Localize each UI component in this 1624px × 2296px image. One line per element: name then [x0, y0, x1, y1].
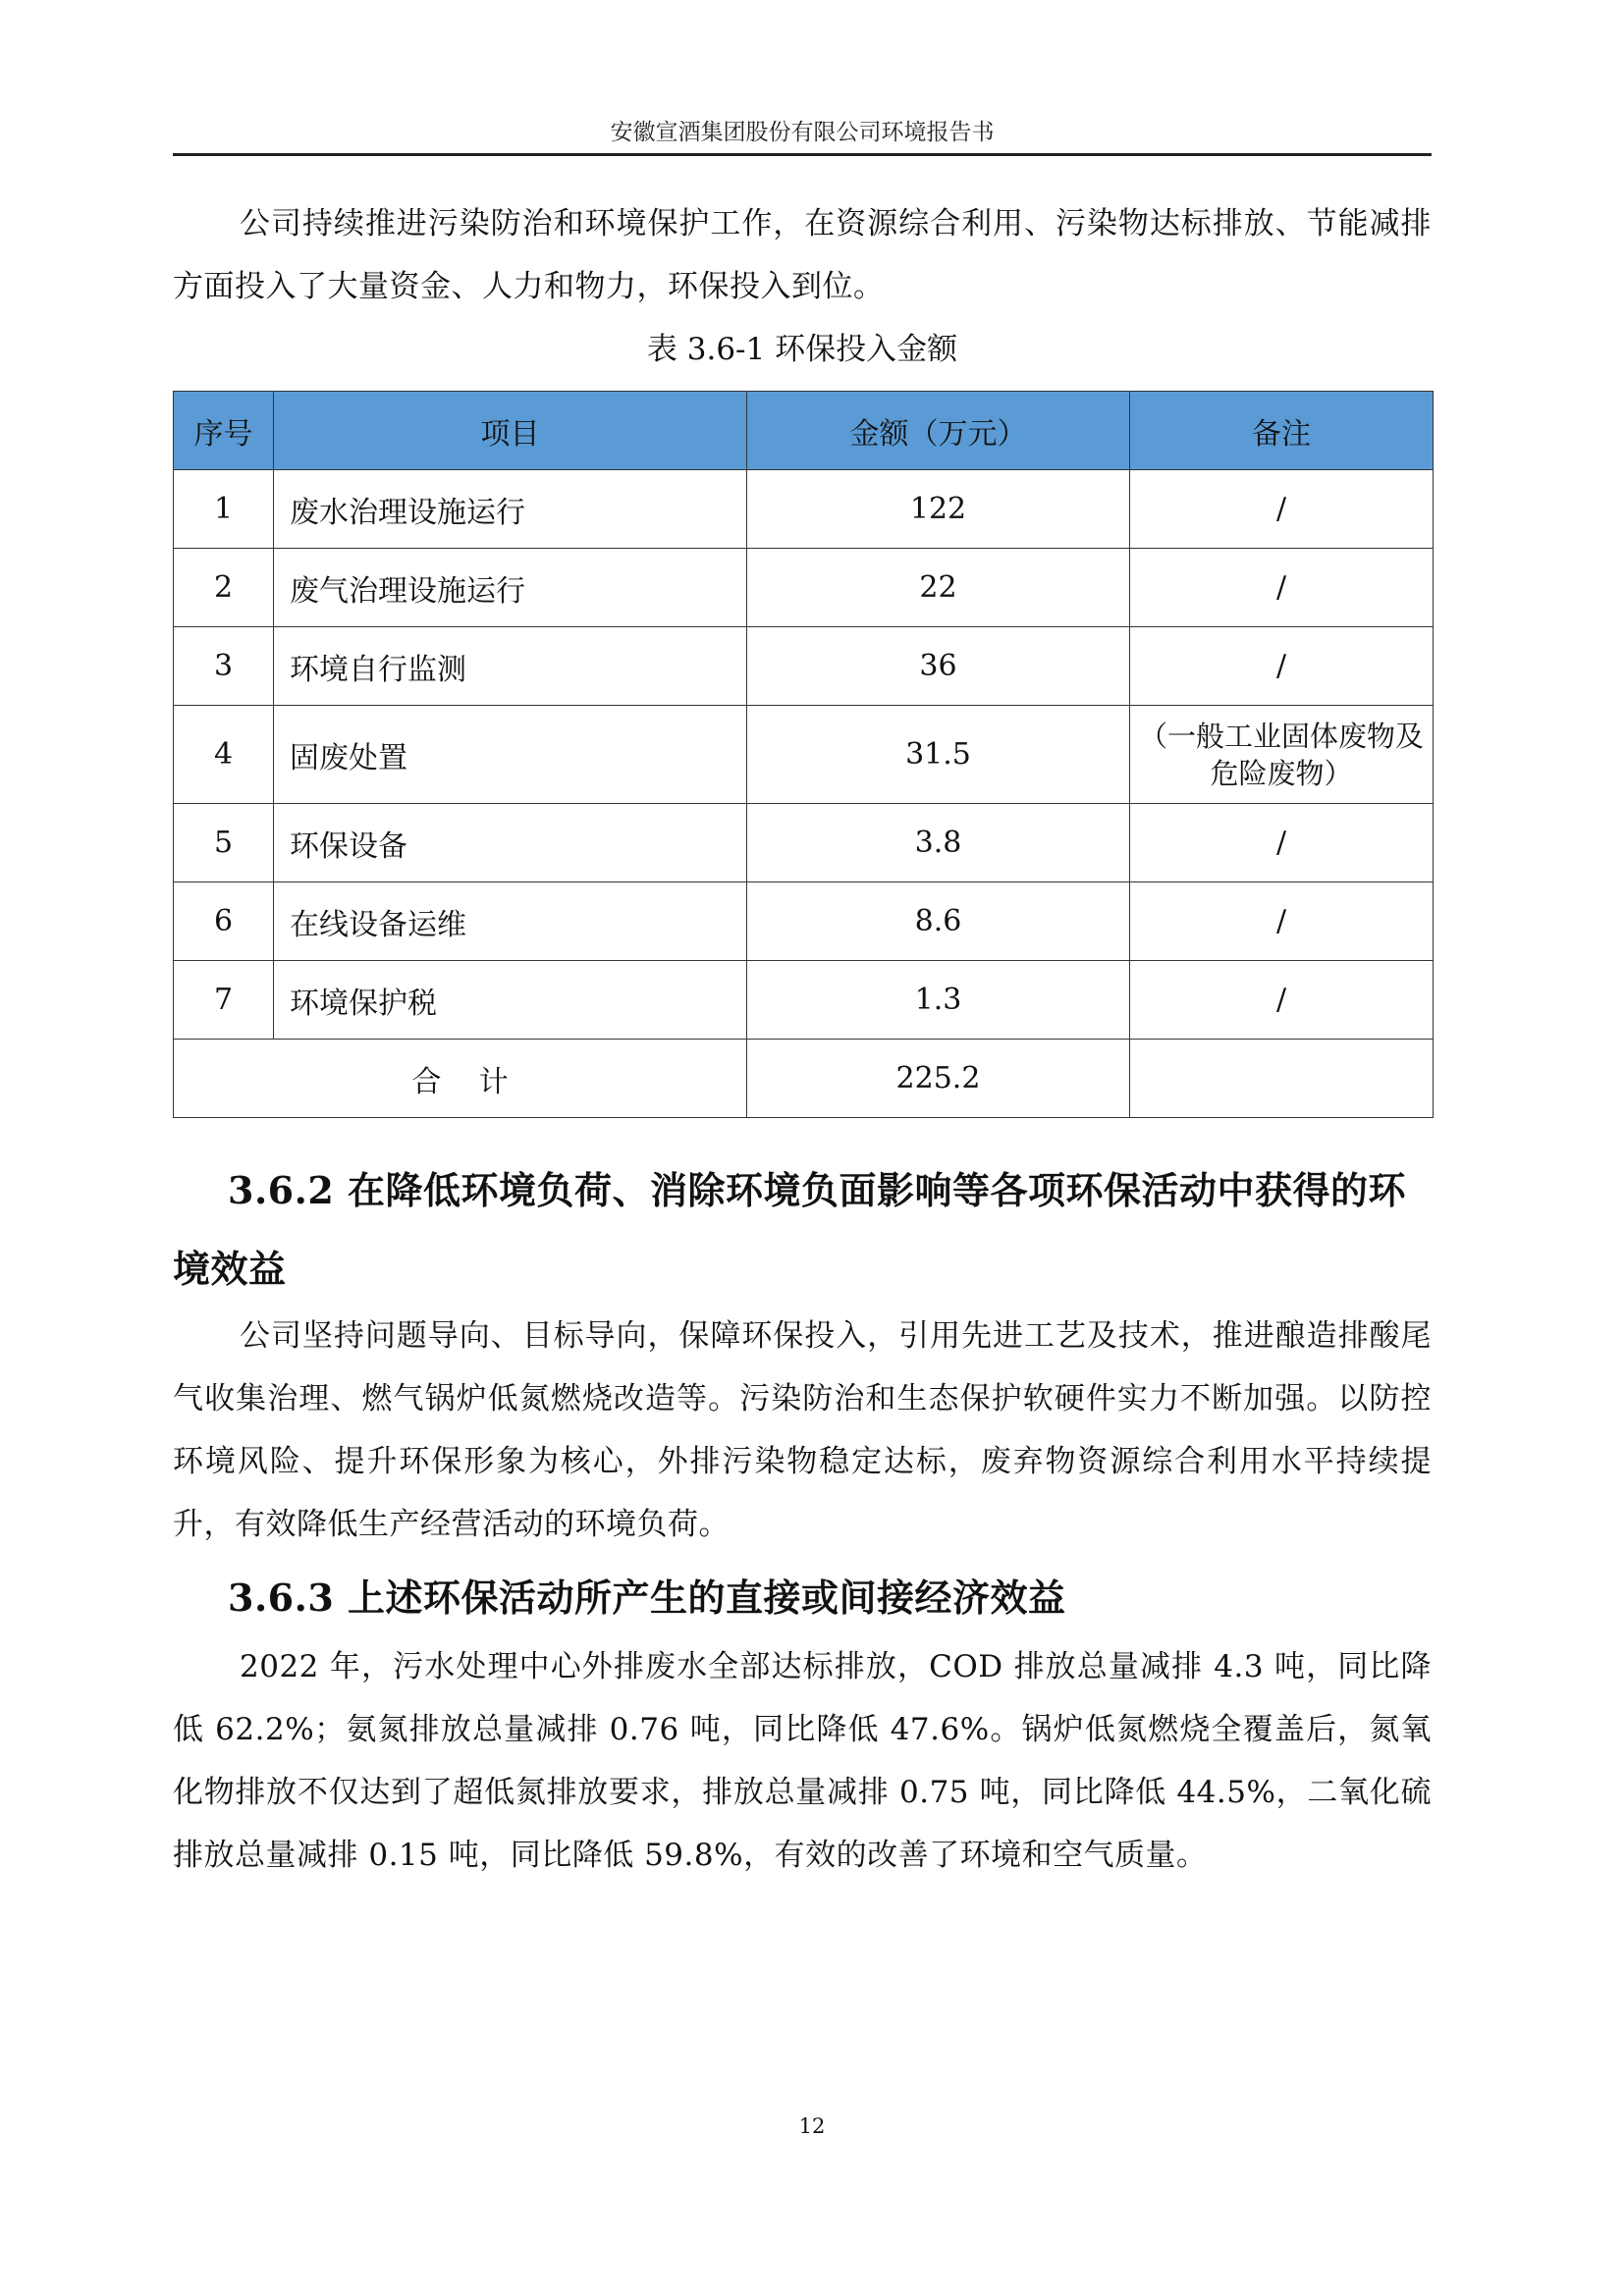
row-amount: 1.3: [747, 961, 1130, 1040]
investment-table: [173, 391, 1434, 1118]
row-amount: 22: [747, 549, 1130, 627]
table-row: [174, 961, 1434, 1040]
row-no: 6: [174, 882, 274, 961]
row-remark: /: [1130, 627, 1434, 706]
row-no: 1: [174, 470, 274, 549]
row-amount: 36: [747, 627, 1130, 706]
table-header-row: [174, 392, 1434, 470]
table-row: [174, 627, 1434, 706]
table-caption: 表 3.6-1 环保投入金额: [646, 332, 958, 367]
row-no: 7: [174, 961, 274, 1040]
page-number: 12: [798, 2114, 826, 2138]
row-no: 4: [174, 706, 274, 804]
row-remark: /: [1130, 882, 1434, 961]
row-no: 3: [174, 627, 274, 706]
row-amount: 31.5: [747, 706, 1130, 804]
row-remark: /: [1130, 961, 1434, 1040]
row-item: 环境自行监测: [274, 627, 747, 706]
intro-paragraph: 公司持续推进污染防治和环境保护工作，在资源综合利用、污染物达标排放、节能减排方面投入了大量资金、人力和物力，环保投入到位。: [173, 206, 1432, 304]
header-remark: 备注: [1130, 392, 1434, 470]
row-remark: （一般工业固体废物及危险废物）: [1130, 706, 1434, 804]
table-row: [174, 470, 1434, 549]
row-item: 环保设备: [274, 804, 747, 882]
total-remark: [1130, 1040, 1434, 1118]
total-label: 合 计: [174, 1040, 747, 1118]
section-363-body: 2022 年，污水处理中心外排废水全部达标排放，COD 排放总量减排 4.3 吨，同比降低 62.2%；氨氮排放总量减排 0.76 吨，同比降低 47.6%。锅炉低氮燃烧全覆盖后，氮氧化物排放不仅达到了超低氮排放要求，排放总量减排 0.75 吨，同比降低 44.5%，二氧化硫排放总量减排 0.15 吨，同比降低 59.8%，有效的改善了环境和空气质量。: [173, 1649, 1432, 1873]
row-amount: 3.8: [747, 804, 1130, 882]
header-rule: [173, 153, 1432, 156]
section-362-body: 公司坚持问题导向、目标导向，保障环保投入，引用先进工艺及技术，推进酿造排酸尾气收集治理、燃气锅炉低氮燃烧改造等。污染防治和生态保护软硬件实力不断加强。以防控环境风险、提升环保形象为核心，外排污染物稳定达标，废弃物资源综合利用水平持续提升，有效降低生产经营活动的环境负荷。: [173, 1318, 1432, 1542]
header-amount: 金额（万元）: [747, 392, 1130, 470]
row-remark: /: [1130, 549, 1434, 627]
table-row: [174, 706, 1434, 804]
row-item: 固废处置: [274, 706, 747, 804]
table-row: [174, 882, 1434, 961]
header-no: 序号: [174, 392, 274, 470]
row-item: 环境保护税: [274, 961, 747, 1040]
row-no: 5: [174, 804, 274, 882]
row-no: 2: [174, 549, 274, 627]
table-row: [174, 549, 1434, 627]
total-amount: 225.2: [747, 1040, 1130, 1118]
running-header: 安徽宣酒集团股份有限公司环境报告书: [610, 120, 995, 145]
row-remark: /: [1130, 804, 1434, 882]
row-item: 在线设备运维: [274, 882, 747, 961]
row-amount: 8.6: [747, 882, 1130, 961]
row-item: 废水治理设施运行: [274, 470, 747, 549]
header-item: 项目: [274, 392, 747, 470]
row-item: 废气治理设施运行: [274, 549, 747, 627]
section-363-heading: 3.6.3 上述环保活动所产生的直接或间接经济效益: [228, 1575, 1066, 1620]
row-amount: 122: [747, 470, 1130, 549]
row-remark: /: [1130, 470, 1434, 549]
section-362-heading: 3.6.2 在降低环境负荷、消除环境负面影响等各项环保活动中获得的环境效益: [173, 1168, 1407, 1291]
table-total-row: [174, 1040, 1434, 1118]
table-row: [174, 804, 1434, 882]
